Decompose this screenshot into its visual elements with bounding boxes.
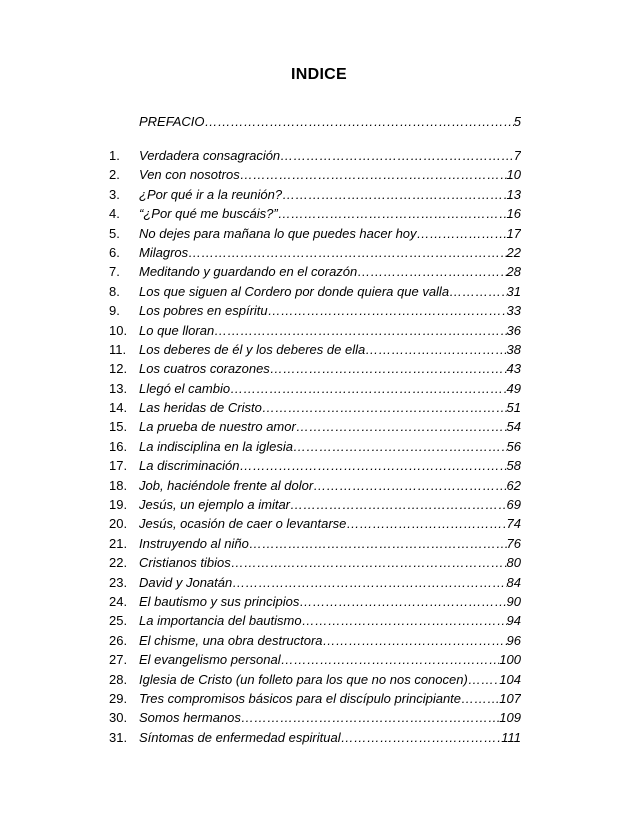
toc-item-number: 7. [109,264,120,280]
toc-item-entry [139,575,521,590]
dot-leader [188,245,506,260]
toc-item-title: Los deberes de él y los deberes de ella [139,341,366,357]
toc-item-number: 12. [109,361,128,377]
dot-leader [302,613,507,628]
dot-leader [230,381,506,396]
toc-item-number: 15. [109,419,128,435]
toc-item-page-number: 111 [501,729,521,745]
toc-item [0,652,638,671]
toc-item-page-number: 62 [506,477,521,493]
toc-item-title: Somos hermanos [139,710,241,726]
toc-item-page-number: 10 [506,167,521,183]
toc-item-number: 9. [109,303,120,319]
toc-item-page-number: 33 [506,303,521,319]
toc-item [0,710,638,729]
dot-leader [249,536,507,551]
dot-leader [281,652,500,667]
toc-item-number: 23. [109,574,128,590]
toc-item-entry [139,710,521,725]
toc-item-title: Los pobres en espíritu [139,303,268,319]
toc-item-title: Los cuatros corazones [139,361,270,377]
toc-item-title: Ven con nosotros [139,167,240,183]
toc-item-number: 26. [109,632,128,648]
toc-item-page-number: 16 [506,206,521,222]
toc-item-number: 11. [109,341,127,357]
preface-page-number: 5 [513,114,521,129]
dot-leader [268,303,507,318]
dot-leader [231,555,507,570]
toc-item-number: 18. [109,477,128,493]
toc-item-entry [139,342,521,357]
toc-item-page-number: 54 [506,419,521,435]
toc-item-page-number: 38 [506,341,521,357]
toc-item-entry [139,264,521,279]
toc-item-number: 14. [109,400,128,416]
dot-leader [214,323,506,338]
toc-item-number: 3. [109,186,120,202]
toc-item [0,536,638,555]
toc-item-title: El bautismo y sus principios [139,593,300,609]
toc-item-entry [139,206,521,221]
toc-item-title: Las heridas de Cristo [139,400,262,416]
toc-item-page-number: 49 [506,380,521,396]
toc-item-page-number: 104 [499,671,521,687]
toc-item-entry [139,555,521,570]
toc-item-number: 4. [109,206,120,222]
dot-leader [299,594,506,609]
dot-leader [239,458,506,473]
toc-item-number: 24. [109,593,128,609]
toc-item-title: La importancia del bautismo [139,613,302,629]
toc-item [0,613,638,632]
dot-leader [280,148,514,163]
toc-item [0,672,638,691]
toc-item-title: David y Jonatán [139,574,233,590]
toc-item [0,458,638,477]
preface-entry [139,114,521,129]
toc-item [0,264,638,283]
toc-item-title: ¿Por qué ir a la reunión? [139,186,283,202]
toc-item-title: Milagros [139,244,189,260]
toc-item [0,206,638,225]
dot-leader [278,206,507,221]
toc-item [0,284,638,303]
toc-item [0,633,638,652]
toc-item-entry [139,245,521,260]
toc-item-entry [139,361,521,376]
toc-item-title: La indisciplina en la iglesia [139,438,293,454]
toc-item [0,497,638,516]
dot-leader [290,497,507,512]
toc-item-page-number: 22 [506,244,521,260]
table-of-contents [0,148,638,749]
dot-leader [241,710,499,725]
toc-item-entry [139,187,521,202]
toc-item-page-number: 56 [506,438,521,454]
toc-item-entry [139,148,521,163]
toc-item [0,555,638,574]
toc-item-title: Iglesia de Cristo (un folleto para los que no nos conocen) [139,671,468,687]
toc-item [0,419,638,438]
dot-leader [365,342,506,357]
dot-leader [357,264,506,279]
toc-item-number: 19. [109,497,128,513]
dot-leader [323,633,507,648]
toc-item-page-number: 58 [506,458,521,474]
toc-item-entry [139,284,521,299]
toc-item-number: 25. [109,613,128,629]
toc-item-page-number: 100 [499,652,521,668]
toc-item-number: 2. [109,167,120,183]
toc-item-title: Cristianos tibios [139,555,231,571]
toc-item-entry [139,458,521,473]
toc-item [0,342,638,361]
toc-item-page-number: 43 [506,361,521,377]
toc-item-page-number: 17 [506,225,521,241]
toc-item-page-number: 13 [506,186,521,202]
dot-leader [461,691,499,706]
dot-leader [346,516,506,531]
toc-item-page-number: 74 [506,516,521,532]
toc-item [0,303,638,322]
toc-item-entry [139,730,521,745]
dot-leader [270,361,507,376]
toc-item-title: La discriminación [139,458,240,474]
toc-item-page-number: 36 [506,322,521,338]
dot-leader [417,226,507,241]
toc-item-entry [139,226,521,241]
toc-item [0,516,638,535]
toc-item-entry [139,691,521,706]
toc-item [0,226,638,245]
toc-item-entry [139,536,521,551]
toc-item-entry [139,478,521,493]
toc-item [0,323,638,342]
toc-item-title: La prueba de nuestro amor [139,419,296,435]
toc-item-entry [139,323,521,338]
toc-item-title: No dejes para mañana lo que puedes hacer hoy [139,225,417,241]
dot-leader [205,114,514,129]
toc-item [0,187,638,206]
toc-item-page-number: 28 [506,264,521,280]
toc-item-entry [139,672,521,687]
toc-item-number: 10. [109,322,128,338]
toc-item-page-number: 31 [506,283,521,299]
dot-leader [282,187,506,202]
toc-item [0,730,638,749]
toc-item-page-number: 7 [513,148,521,163]
toc-item-number: 13. [109,380,128,396]
dot-leader [449,284,506,299]
toc-item-number: 1. [109,148,120,163]
toc-item-title: El evangelismo personal [139,652,281,668]
dot-leader [232,575,506,590]
toc-item-title: Meditando y guardando en el corazón [139,264,358,280]
toc-item [0,575,638,594]
toc-item-entry [139,303,521,318]
toc-item-title: “¿Por qué me buscáis?” [139,206,278,222]
dot-leader [293,439,507,454]
toc-item-title: Verdadera consagración [139,148,281,163]
toc-item-number: 16. [109,438,128,454]
toc-item-page-number: 80 [506,555,521,571]
toc-item-number: 6. [109,244,120,260]
toc-item-number: 17. [109,458,128,474]
toc-item-entry [139,439,521,454]
toc-item-entry [139,613,521,628]
toc-item-title: Jesús, un ejemplo a imitar [139,497,291,513]
toc-item-number: 30. [109,710,128,726]
toc-item-title: Tres compromisos básicos para el discípulo principiante [139,690,462,706]
toc-item-entry [139,400,521,415]
dot-leader [468,672,499,687]
toc-item-page-number: 84 [506,574,521,590]
toc-item-page-number: 76 [506,535,521,551]
dot-leader [296,419,507,434]
toc-item-entry [139,633,521,648]
toc-item-entry [139,419,521,434]
toc-item-number: 21. [109,535,128,551]
toc-item-number: 20. [109,516,128,532]
toc-item-entry [139,594,521,609]
toc-item-number: 31. [109,729,128,745]
toc-item-title: Los que siguen al Cordero por donde quiera que valla [139,283,450,299]
toc-item-number: 5. [109,225,120,241]
toc-item-page-number: 51 [506,400,521,416]
toc-item-page-number: 94 [506,613,521,629]
toc-item-entry [139,516,521,531]
toc-item-number: 8. [109,283,120,299]
dot-leader [240,167,507,182]
toc-item [0,245,638,264]
toc-item-page-number: 109 [499,710,521,726]
toc-item-entry [139,381,521,396]
toc-item-title: Jesús, ocasión de caer o levantarse [139,516,347,532]
toc-item-title: Job, haciéndole frente al dolor [139,477,314,493]
preface-label: PREFACIO [139,114,205,129]
toc-item-page-number: 96 [506,632,521,648]
dot-leader [341,730,502,745]
toc-item-title: Síntomas de enfermedad espiritual [139,729,341,745]
toc-item [0,691,638,710]
toc-item-title: Lo que lloran [139,322,215,338]
toc-item [0,400,638,419]
toc-item [0,381,638,400]
toc-item [0,167,638,186]
toc-item-page-number: 69 [506,497,521,513]
toc-item-page-number: 90 [506,593,521,609]
toc-item [0,361,638,380]
toc-item [0,478,638,497]
dot-leader [262,400,507,415]
toc-item-number: 29. [109,690,128,706]
toc-item-number: 28. [109,671,128,687]
page-title: INDICE [290,66,348,83]
toc-item-entry [139,167,521,182]
toc-item-title: Instruyendo al niño [139,535,249,551]
toc-item-number: 27. [109,652,128,668]
toc-item-entry [139,652,521,667]
toc-item-title: El chisme, una obra destructora [139,632,323,648]
toc-item [0,594,638,613]
dot-leader [313,478,506,493]
toc-item [0,148,638,167]
toc-item-title: Llegó el cambio [139,380,231,396]
toc-item-number: 22. [109,555,128,571]
toc-item-entry [139,497,521,512]
toc-item [0,439,638,458]
toc-item-page-number: 107 [499,690,521,706]
